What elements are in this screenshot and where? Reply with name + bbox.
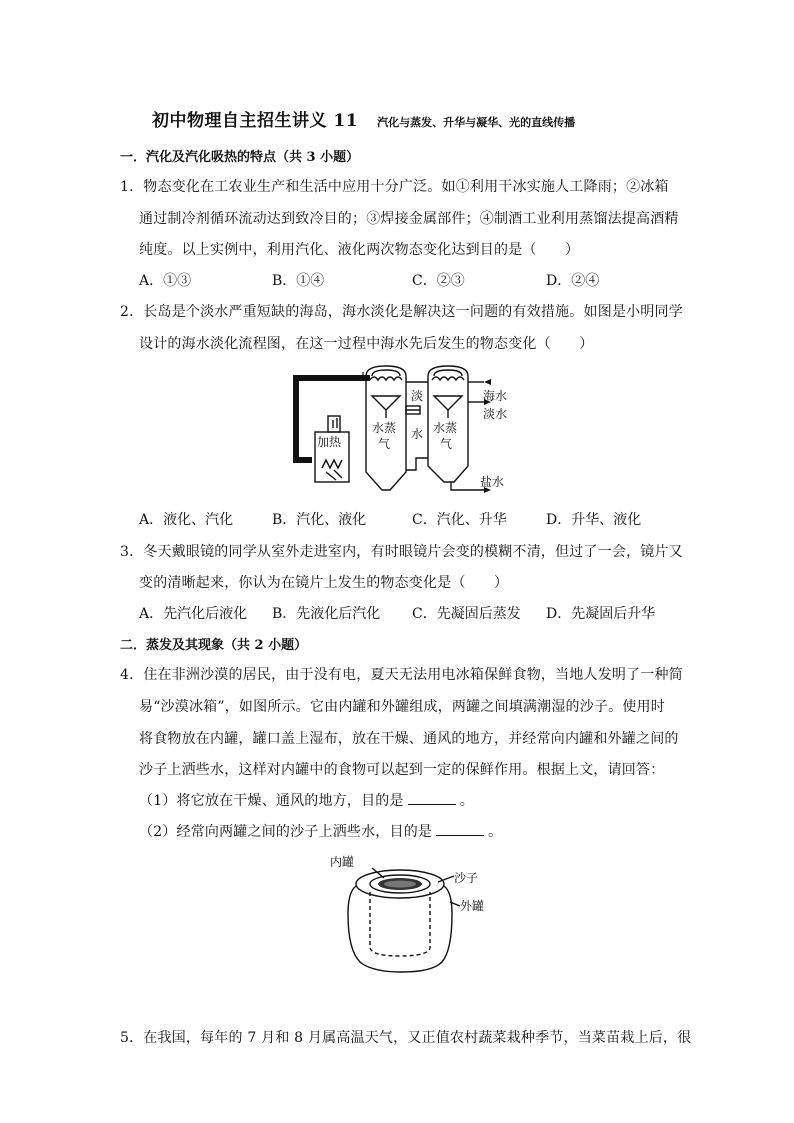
q5-line-1: 5．在我国，每年的 7 月和 8 月属高温天气，又正值农村蔬菜栽种季节，当菜苗栽上后，很 <box>120 1030 692 1046</box>
q3-option-a[interactable]: A．先汽化后液化 <box>139 606 248 622</box>
q1-option-c[interactable]: C．②③ <box>412 273 465 289</box>
q2-line-1: 2．长岛是个淡水严重短缺的海岛，海水淡化是解决这一问题的有效措施。如图是小明同学 <box>120 304 683 320</box>
title-subtitle: 汽化与蒸发、升华与凝华、光的直线传播 <box>377 116 576 129</box>
q2-option-b[interactable]: B．汽化、液化 <box>272 512 367 528</box>
label-vapor-2b: 气 <box>440 437 453 451</box>
coil-1 <box>370 377 402 380</box>
q4-line-2: 易“沙漠冰箱”，如图所示。它由内罐和外罐组成，两罐之间填满潮湿的沙子。使用时 <box>139 699 665 715</box>
chimney <box>328 416 340 432</box>
outer-pot <box>348 886 452 972</box>
q1-option-d[interactable]: D．②④ <box>546 273 600 289</box>
q4-part-1 <box>139 790 474 810</box>
flame-icon <box>322 460 342 468</box>
q3-line-1: 3．冬天戴眼镜的同学从室外走进室内，有时眼镜片会变的模糊不清，但过了一会，镜片又 <box>120 544 683 560</box>
label-sand: 沙子 <box>454 871 479 885</box>
q1-line-3: 纯度。以上实例中，利用汽化、液化两次物态变化达到目的是（ ） <box>139 242 580 258</box>
q1-option-a[interactable]: A．①③ <box>139 273 192 289</box>
q3-option-d[interactable]: D．先凝固后升华 <box>546 606 656 622</box>
label-heat: 加热 <box>317 435 342 449</box>
q4-part-2-text: （2）经常向两罐之间的沙子上洒些水，目的是 <box>139 824 433 840</box>
desalination-diagram <box>288 362 518 500</box>
funnel-1 <box>372 396 400 410</box>
q2-option-a[interactable]: A．液化、汽化 <box>139 512 234 528</box>
title-main: 初中物理自主招生讲义 11 <box>152 111 359 131</box>
inner-pot-outline <box>370 892 430 956</box>
funnel-2 <box>434 396 462 410</box>
desert-fridge-diagram <box>326 852 496 976</box>
q3-line-2: 变的清晰起来，你认为在镜片上发生的物态变化是（ ） <box>139 575 509 591</box>
q2-line-2: 设计的海水淡化流程图，在这一过程中海水先后发生的物态变化（ ） <box>139 336 594 352</box>
label-inner-pot: 内罐 <box>330 855 355 869</box>
q3-option-b[interactable]: B．先液化后汽化 <box>272 606 381 622</box>
q2-option-c[interactable]: C．汽化、升华 <box>412 512 507 528</box>
coil-2 <box>432 377 464 380</box>
section-heading-1: 一．汽化及汽化吸热的特点（共 3 小题） <box>120 150 360 165</box>
label-freshwater: 淡水 <box>483 407 508 421</box>
q4-part-2-blank[interactable] <box>436 823 484 836</box>
q4-part-1-text: （1）将它放在干燥、通风的地方，目的是 <box>139 793 404 809</box>
label-vapor-2: 水蒸 <box>433 421 458 435</box>
q2-option-d[interactable]: D．升华、液化 <box>546 512 642 528</box>
label-brine: 盐水 <box>480 475 505 489</box>
label-outer-pot: 外罐 <box>460 899 485 913</box>
q4-part-1-end: 。 <box>459 793 474 809</box>
q4-part-2 <box>139 821 502 841</box>
page-title <box>152 106 575 131</box>
q4-part-2-end: 。 <box>488 824 503 840</box>
label-vapor-1b: 气 <box>378 437 391 451</box>
label-fresh-2: 水 <box>411 427 424 441</box>
q1-option-b[interactable]: B．①④ <box>272 273 325 289</box>
q1-line-2: 通过制冷剂循环流动达到致冷目的；③焊接金属部件；④制酒工业利用蒸馏法提高酒精 <box>139 211 679 227</box>
q1-line-1: 1．物态变化在工农业生产和生活中应用十分广泛。如①利用干冰实施人工降雨；②冰箱 <box>120 179 669 195</box>
q4-part-1-blank[interactable] <box>408 792 456 805</box>
section-heading-2: 二．蒸发及其现象（共 2 小题） <box>120 638 308 653</box>
q3-option-c[interactable]: C．先凝固后蒸发 <box>412 606 521 622</box>
label-seawater: 海水 <box>483 389 508 403</box>
q4-line-4: 沙子上洒些水，这样对内罐中的食物可以起到一定的保鲜作用。根据上文，请回答： <box>139 762 665 778</box>
label-fresh-1: 淡 <box>411 389 424 403</box>
q4-line-3: 将食物放在内罐，罐口盖上湿布，放在干燥、通风的地方，并经常向内罐和外罐之间的 <box>139 731 679 747</box>
q4-line-1: 4．住在非洲沙漠的居民，由于没有电，夏天无法用电冰箱保鲜食物，当地人发明了一种简 <box>120 667 683 683</box>
label-vapor-1: 水蒸 <box>372 421 397 435</box>
